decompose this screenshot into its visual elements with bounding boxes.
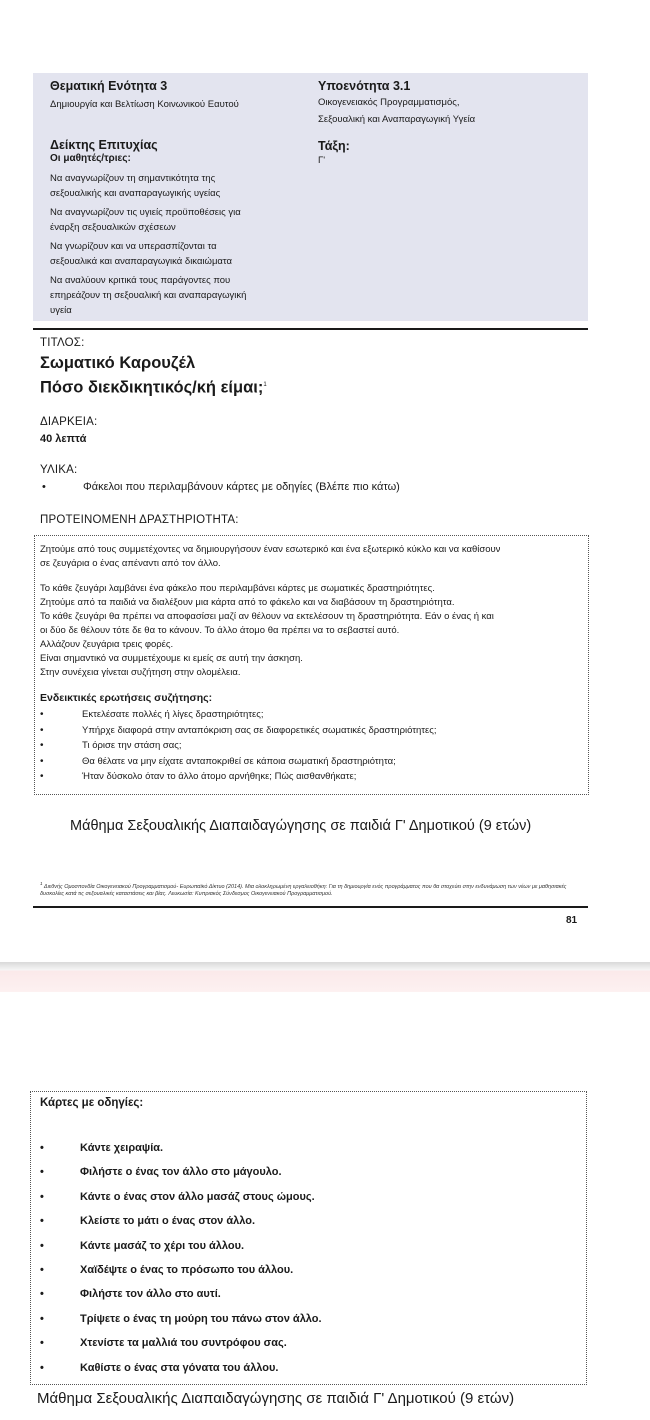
page-caption: Μάθημα Σεξουαλικής Διαπαιδαγώγησης σε παιδιά Γ' Δημοτικού (9 ετών) (70, 818, 532, 834)
bullet-icon: • (40, 771, 44, 782)
unit-text: Δημιουργία και Βελτίωση Κοινωνικού Εαυτού (50, 99, 239, 110)
list-item: • Φιλήστε τον άλλο στο αυτί. (30, 1282, 580, 1306)
list-item: • Τρίψετε ο ένας τη μούρη του πάνω στον άλλο. (30, 1307, 580, 1331)
divider-bottom (33, 906, 588, 908)
indicators-list (50, 171, 300, 322)
duration-label: ΔΙΑΡΚΕΙΑ: (40, 416, 98, 428)
list-item: • Κάντε χειραψία. (30, 1136, 580, 1160)
list-item: • Καθίστε ο ένας στα γόνατα του άλλου. (30, 1356, 580, 1380)
cards-heading: Κάρτες με οδηγίες: (40, 1097, 144, 1109)
grade-value: Γ' (318, 155, 326, 166)
activity-intro: Ζητούμε από τους συμμετέχοντες να δημιουργήσουν έναν εσωτερικό και ένα εξωτερικό κύκλο και να καθίσουν σε ζευγάρια ο ένας απέναντι από τον άλλο. (40, 544, 501, 569)
subunit-text: Οικογενειακός Προγραμματισμός, Σεξουαλική και Αναπαραγωγική Υγεία (318, 97, 476, 125)
footnote-mark: 1 (40, 881, 43, 886)
duration-value: 40 λεπτά (40, 433, 87, 445)
indicators-heading: Δείκτης Επιτυχίας (50, 138, 158, 152)
list-item: • Ήταν δύσκολο όταν το άλλο άτομο αρνήθηκε; Πώς αισθανθήκατε; (32, 769, 582, 785)
list-item: • Χαϊδέψτε ο ένας το πρόσωπο του άλλου. (30, 1258, 580, 1282)
bullet-icon: • (40, 1215, 44, 1228)
indicator-item: Να αναγνωρίζουν τη σημαντικότητα της σεξουαλικής και αναπαραγωγικής υγείας (50, 173, 221, 199)
subunit-heading: Υποενότητα 3.1 (318, 79, 411, 93)
bullet-icon: • (42, 481, 46, 493)
indicator-item: Να αναγνωρίζουν τις υγιείς προϋποθέσεις για έναρξη σεξουαλικών σχέσεων (50, 207, 241, 233)
indicator-item: Να αναλύουν κριτικά τους παράγοντες που επηρεάζουν τη σεξουαλική και αναπαραγωγική υγεία (50, 275, 247, 316)
page-separator (0, 962, 650, 992)
title-footnote-mark: 1 (263, 382, 267, 388)
bullet-icon: • (40, 1166, 44, 1179)
bullet-icon: • (40, 1263, 44, 1276)
list-item: • Κάντε ο ένας στον άλλο μασάζ στους ώμους. (30, 1185, 580, 1209)
activity-steps: Το κάθε ζευγάρι λαμβάνει ένα φάκελο που περιλαμβάνει κάρτες με σωματικές δραστηριότητες. Ζητούμε από τα παιδιά να διαλέξουν μια κάρτα από το φάκελο και να διαβάσουν τη δραστηριότητα. Το κάθε ζευγάρι θα πρέπει να αποφασίσει μαζί αν θέλουν να εκτελέσουν τη δραστηριότητα. Εάν ο ένας ή και οι δύο δε θέλουν τότε δε θα το κάνουν. Το άλλο άτομο θα πρέπει να το σεβαστεί αυτό. Αλλάζουν ζευγάρια τρεις φορές. Είναι σημαντικό να συμμετέχουμε κι εμείς σε αυτή την άσκηση. Στην συνέχεια γίνεται συζήτηση στην ολομέλεια. (40, 583, 494, 678)
bullet-icon: • (40, 1361, 44, 1374)
bullet-icon: • (40, 1288, 44, 1301)
page-caption: Μάθημα Σεξουαλικής Διαπαιδαγώγησης σε παιδιά Γ' Δημοτικού (9 ετών) (37, 1390, 515, 1407)
divider-top (33, 328, 588, 330)
list-item: • Εκτελέσατε πολλές ή λίγες δραστηριότητες; (32, 707, 582, 723)
questions-list (32, 707, 582, 785)
list-item: • Θα θέλατε να μην είχατε ανταποκριθεί σε κάποια σωματική δραστηριότητα; (32, 754, 582, 770)
activity-label: ΠΡΟΤΕΙΝΟΜΕΝΗ ΔΡΑΣΤΗΡΙΟΤΗΤΑ: (40, 514, 239, 526)
bullet-icon: • (40, 1312, 44, 1325)
list-item: • Υπήρχε διαφορά στην ανταπόκριση σας σε διαφορετικές σωματικές δραστηριότητες; (32, 723, 582, 739)
bullet-icon: • (40, 740, 44, 751)
unit-heading: Θεματική Ενότητα 3 (50, 79, 168, 93)
indicators-intro: Οι μαθητές/τριες: (50, 153, 131, 164)
materials-label: ΥΛΙΚΑ: (40, 464, 78, 476)
page-number: 81 (566, 915, 578, 926)
bullet-icon: • (40, 1337, 44, 1350)
footnote: $^1$ Διεθνής Ομοσπονδία Οικογενειακού Προγραμματισμού- Ευρωπαϊκό Δίκτυο (2014). Μια ολοκληρωμένη εργαλειοθήκη: Για τη δημιουργία ενός προγράμματος που θα στοχεύει στην ενδυνάμωση των νέων με μαθησιακές δυσκολίες κατά τις σεξουαλικές καταστάσεις και βίας. Λευκωσία: Κυπριακός Σύνδεσμος Οικογενειακού Προγραμματισμού. (40, 881, 567, 897)
grade-heading: Τάξη: (318, 139, 350, 153)
list-item: • Κλείστε το μάτι ο ένας στον άλλο. (30, 1209, 580, 1233)
list-item: • Φιλήστε ο ένας τον άλλο στο μάγουλο. (30, 1160, 580, 1184)
bullet-icon: • (40, 1239, 44, 1252)
indicator-item: Να γνωρίζουν και να υπερασπίζονται τα σεξουαλικά και αναπαραγωγικά δικαιώματα (50, 241, 233, 267)
bullet-icon: • (40, 709, 44, 720)
bullet-icon: • (40, 1142, 44, 1154)
list-item: • Κάντε μασάζ το χέρι του άλλου. (30, 1234, 580, 1258)
list-item: • Χτενίστε τα μαλλιά του συντρόφου σας. (30, 1331, 580, 1355)
bullet-icon: • (40, 755, 44, 767)
cards-list (30, 1136, 580, 1380)
title-label: ΤΙΤΛΟΣ: (40, 337, 85, 349)
activity-title: Σωματικό Καρουζέλ Πόσο διεκδικητικός/κή είμαι;$^1$ (40, 354, 267, 397)
list-item: • Τι όρισε την στάση σας; (32, 738, 582, 754)
questions-heading: Ενδεικτικές ερωτήσεις συζήτησης: (40, 692, 213, 704)
bullet-icon: • (40, 1190, 44, 1203)
bullet-icon: • (40, 724, 44, 736)
